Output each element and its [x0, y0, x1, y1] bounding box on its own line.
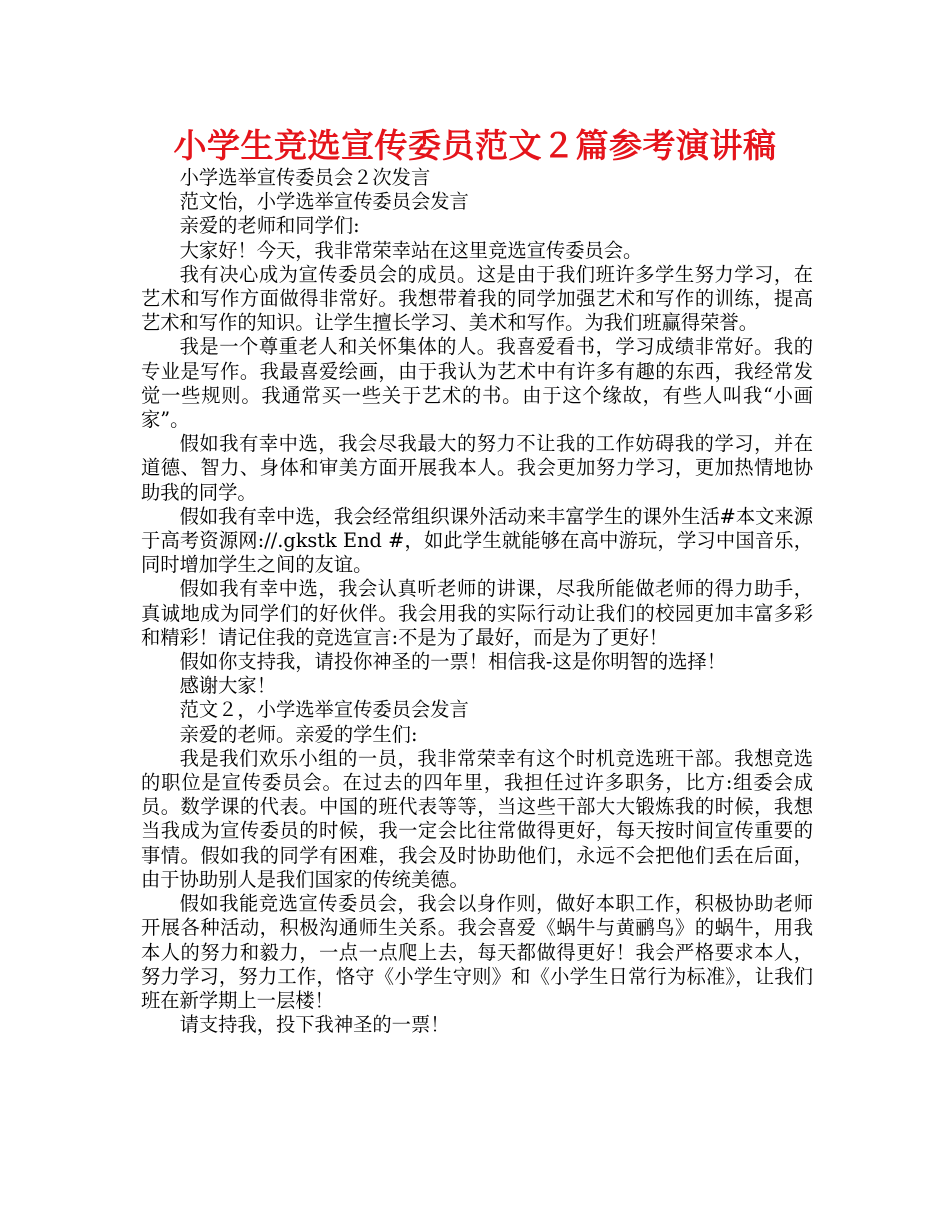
document-title: 小学生竞选宣传委员范文２篇参考演讲稿: [173, 126, 777, 165]
paragraph: 亲爱的老师和同学们:: [179, 214, 360, 238]
paragraph: 感谢大家！: [179, 674, 276, 698]
paragraph: 请支持我，投下我神圣的一票！: [179, 1013, 450, 1037]
paragraph: 假如我有幸中选，我会认真听老师的讲课，尽我所能做老师的得力助手，真诚地成为同学们的好伙伴。我会用我的实际行动让我们的校园更加丰富多彩和精彩！请记住我的竞选宣言:不是为了最好，而是为了更好！: [141, 577, 813, 649]
paragraph: 亲爱的老师。亲爱的学生们:: [179, 722, 418, 746]
document-body: [141, 166, 813, 1037]
paragraph: 我是一个尊重老人和关怀集体的人。我喜爱看书，学习成绩非常好。我的专业是写作。我最喜爱绘画，由于我认为艺术中有许多有趣的东西，我经常发觉一些规则。我通常买一些关于艺术的书。由于这个缘故，有些人叫我“小画家”。: [141, 335, 813, 432]
paragraph: 范文怡，小学选举宣传委员会发言: [179, 190, 469, 214]
paragraph: 小学选举宣传委员会２次发言: [179, 166, 431, 189]
paragraph: 大家好！今天，我非常荣幸站在这里竞选宣传委员会。: [179, 238, 643, 262]
paragraph: 假如我能竞选宣传委员会，我会以身作则，做好本职工作，积极协助老师开展各种活动，积极沟通师生关系。我会喜爱《蜗牛与黄鹂鸟》的蜗牛，用我本人的努力和毅力，一点一点爬上去，每天都做得更好！我会严格要求本人，努力学习，努力工作，恪守《小学生守则》和《小学生日常行为标准》，让我们班在新学期上一层楼！: [141, 892, 813, 1012]
paragraph: 假如我有幸中选，我会经常组织课外活动来丰富学生的课外生活#本文来源于高考资源网://.gkstk End #，如此学生就能够在高中游玩，学习中国音乐，同时增加学生之间的友谊。: [141, 504, 813, 577]
paragraph: 范文２，小学选举宣传委员会发言: [179, 698, 469, 722]
paragraph: 我是我们欢乐小组的一员，我非常荣幸有这个时机竞选班干部。我想竞选的职位是宣传委员会。在过去的四年里，我担任过许多职务，比方:组委会成员。数学课的代表。中国的班代表等等，当这些干部大大锻炼我的时候，我想当我成为宣传委员的时候，我一定会比往常做得更好，每天按时间宣传重要的事情。假如我的同学有困难，我会及时协助他们，永远不会把他们丢在后面，由于协助别人是我们国家的传统美德。: [141, 746, 813, 891]
paragraph: 我有决心成为宣传委员会的成员。这是由于我们班许多学生努力学习，在艺术和写作方面做得非常好。我想带着我的同学加强艺术和写作的训练，提高艺术和写作的知识。让学生擅长学习、美术和写作。为我们班赢得荣誉。: [141, 262, 813, 335]
paragraph: 假如我有幸中选，我会尽我最大的努力不让我的工作妨碍我的学习，并在道德、智力、身体和审美方面开展我本人。我会更加努力学习，更加热情地协助我的同学。: [141, 432, 813, 504]
paragraph: 假如你支持我，请投你神圣的一票！相信我-这是你明智的选择！: [179, 650, 726, 674]
